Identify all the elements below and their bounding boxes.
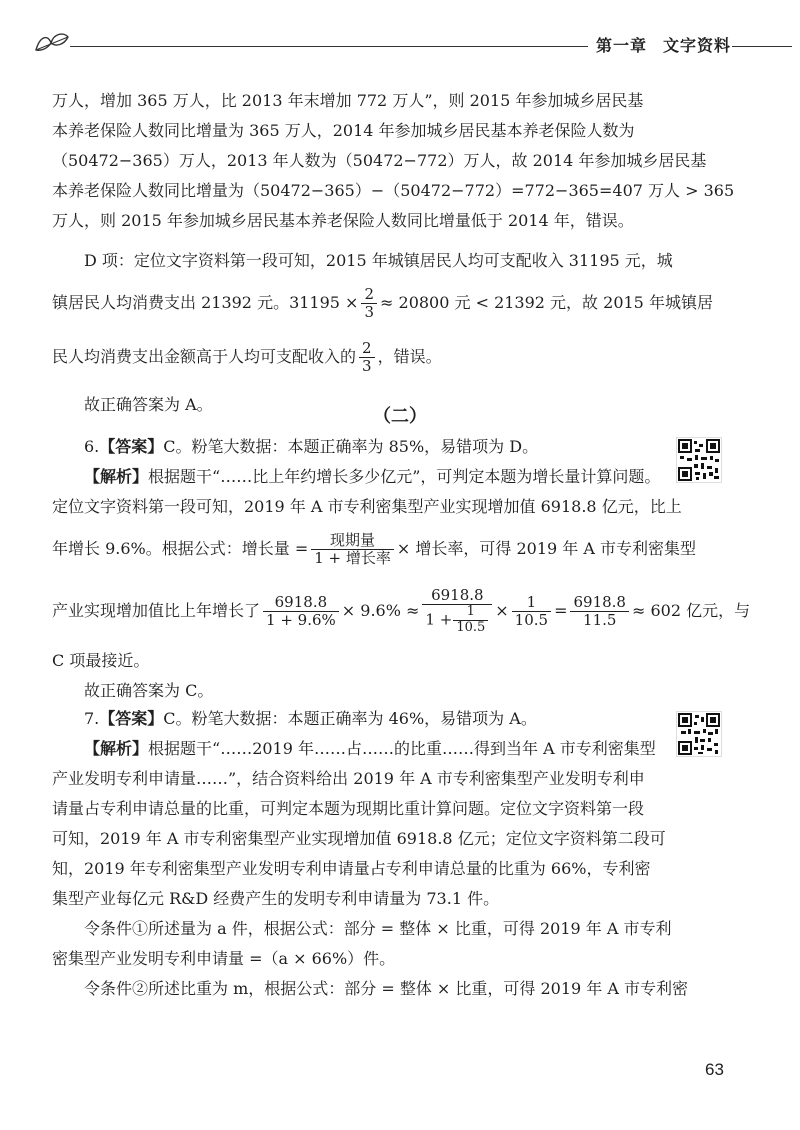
text-line: 密集型产业发明专利申请量 =（a × 66%）件。	[52, 949, 396, 968]
text-line: D 项：定位文字资料第一段可知，2015 年城镇居民人均可支配收入 31195 元，城	[84, 251, 673, 270]
text-line-fraction: 镇居民人均消费支出 21392 元。31195 × $\frac{2}{3}$ ≈ 20800 元 < 21392 元，故 2015 年城镇居	[52, 284, 713, 321]
header-rule-left	[70, 46, 588, 47]
fraction-calc-4: $\frac{6918.8}{11.5}$	[570, 594, 629, 630]
fraction-two-thirds: $\frac{2}{3}$	[359, 340, 375, 376]
answer-line: 7.【答案】C。粉笔大数据：本题正确率为 46%，易错项为 A。	[84, 709, 537, 728]
qr-code-icon[interactable]	[676, 711, 722, 757]
chapter-heading	[596, 33, 747, 56]
page-header	[0, 0, 800, 75]
text-line: 知，2019 年专利密集型产业发明专利申请量占专利申请总量的比重为 66%，专利密	[52, 859, 651, 878]
leaf-icon	[34, 30, 70, 56]
text-line: C 项最接近。	[52, 651, 150, 670]
qr-code-icon[interactable]	[676, 437, 722, 483]
text-line: 万人，则 2015 年参加城乡居民基本养老保险人数同比增量低于 2014 年，错误。	[52, 211, 634, 230]
header-rule-right	[732, 46, 792, 47]
text-line: 万人，增加 365 万人，比 2013 年末增加 772 万人”，则 2015 年参加城乡居民基	[52, 91, 644, 110]
fraction-calc-3: $\frac{1}{10.5}$	[512, 594, 551, 630]
answer-line: 6.【答案】C。粉笔大数据：本题正确率为 85%，易错项为 D。	[84, 437, 539, 456]
text-line: 产业发明专利申请量……”，结合资料给出 2019 年 A 市专利密集型产业发明专利申	[52, 769, 645, 788]
text-line: 令条件①所述量为 a 件，根据公式：部分 = 整体 × 比重，可得 2019 年 A 市专利	[84, 919, 672, 938]
chapter-title: 文字资料	[663, 36, 732, 55]
text-line: 定位文字资料第一段可知，2019 年 A 市专利密集型产业实现增加值 6918.8 亿元，比上	[52, 497, 682, 516]
text-line: 令条件②所述比重为 m，根据公式：部分 = 整体 × 比重，可得 2019 年 A 市专利密	[84, 979, 689, 998]
paragraph-pension	[52, 86, 735, 236]
fraction-calc-1: $\frac{6918.8}{1 + 9.6\%}$	[263, 594, 339, 630]
chapter-label: 第一章	[596, 36, 648, 55]
text-line: 请量占专利申请总量的比重，可判定本题为现期比重计算问题。定位文字资料第一段	[52, 799, 645, 818]
analysis-line: 【解析】根据题干“……比上年约增长多少亿元”，可判定本题为增长量计算问题。	[84, 467, 661, 486]
paragraph-option-d	[52, 246, 713, 420]
question-6	[52, 432, 751, 706]
section-title: （二）	[373, 406, 427, 427]
formula-line: 年增长 9.6%。根据公式：增长量 = $\frac{\text{现期量}}{\text{1 + 增长率}}$ × 增长率，可得 2019 年 A 市专利密集型	[52, 530, 697, 567]
text-line: 可知，2019 年 A 市专利密集型产业实现增加值 6918.8 亿元；定位文字资料第二段可	[52, 829, 666, 848]
page-number: 63	[705, 1060, 724, 1079]
fraction-two-thirds: $\frac{2}{3}$	[361, 286, 377, 322]
fraction-growth-formula: $\frac{\text{现期量}}{\text{1 + 增长率}}$	[311, 532, 394, 568]
text-line: 本养老保险人数同比增量为 365 万人，2014 年参加城乡居民基本养老保险人数为	[52, 121, 635, 140]
text-line: 集型产业每亿元 R&D 经费产生的发明专利申请量为 73.1 件。	[52, 889, 500, 908]
analysis-line: 【解析】根据题干“……2019 年……占……的比重……得到当年 A 市专利密集型	[84, 739, 656, 758]
text-line: 故正确答案为 C。	[84, 681, 214, 700]
question-7	[52, 704, 689, 1004]
fraction-calc-2: 6918.8 1 + $\frac{1}{10.5}$	[422, 587, 492, 636]
text-line: 故正确答案为 A。	[84, 395, 213, 414]
text-line: 本养老保险人数同比增量为（50472−365）−（50472−772）=772−365=407 万人 > 365	[52, 181, 735, 200]
fraction-inner: $\frac{1}{10.5}$	[453, 605, 488, 636]
text-line-fraction: 民人均消费支出金额高于人均可支配收入的 $\frac{2}{3}$ ，错误。	[52, 338, 442, 375]
calculation-line: 产业实现增加值比上年增长了 $\frac{6918.8}{1 + 9.6\%}$ × 9.6% ≈ 6918.8 1 + $\frac{1}{10.5}$ × $\frac{1}{10.5}$ = $\frac{6918.8}{11.5}$ ≈ 602 亿元，与	[52, 585, 751, 636]
text-line: （50472−365）万人，2013 年人数为（50472−772）万人，故 2014 年参加城乡居民基	[52, 151, 707, 170]
